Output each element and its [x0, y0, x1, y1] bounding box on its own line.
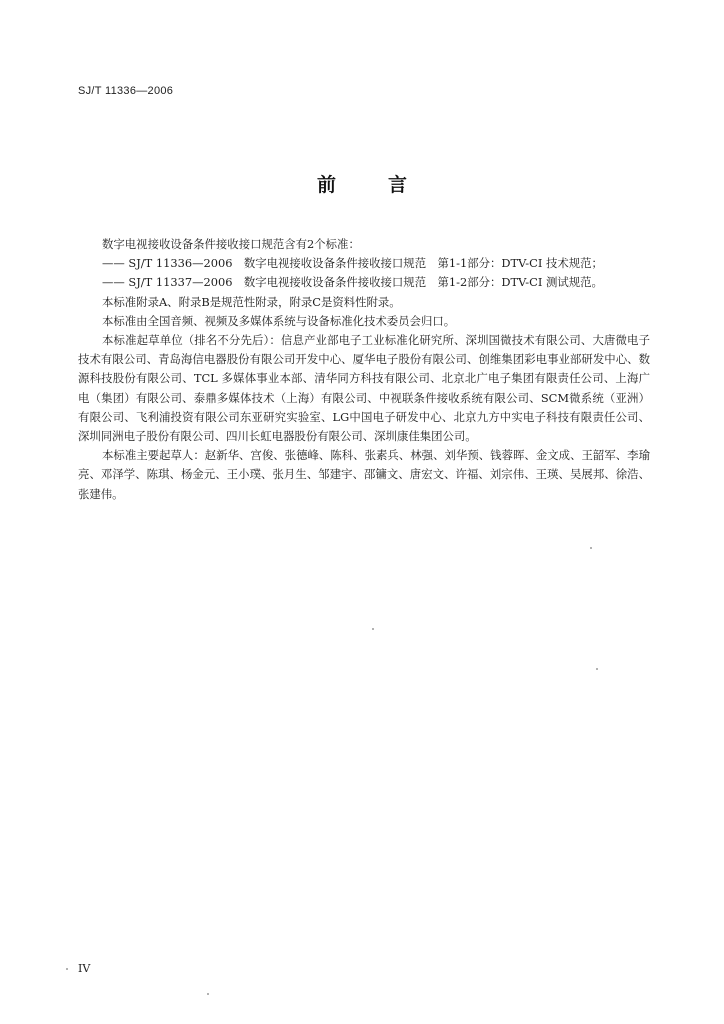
paragraph-committee: 本标准由全国音频、视频及多媒体系统与设备标准化技术委员会归口。	[102, 313, 456, 328]
scan-speck	[590, 547, 592, 549]
page-title: 前言	[316, 174, 459, 196]
page-number: IV	[78, 962, 91, 975]
scan-speck	[596, 668, 598, 670]
paragraph-appendix: 本标准附录A、附录B是规范性附录，附录C是资料性附录。	[102, 294, 401, 309]
scan-speck	[372, 628, 374, 630]
scan-speck	[66, 968, 68, 970]
paragraph-drafters: 本标准主要起草人：赵新华、宫俊、张德峰、陈科、张素兵、林强、刘华预、钱蓉晖、金文成、王韶军、李瑜亮、邓泽学、陈琪、杨金元、王小璞、张月生、邹建宇、邵镛文、唐宏文、许福、刘宗伟、王瑛、吴展邦、徐浩、张建伟。	[78, 448, 650, 501]
paragraph-standard-part-1-2: —— SJ/T 11337—2006 数字电视接收设备条件接收接口规范 第1-2部分：DTV-CI 测试规范。	[102, 275, 603, 290]
scan-speck	[207, 993, 209, 995]
paragraph-drafting-units: 本标准起草单位（排名不分先后）：信息产业部电子工业标准化研究所、深圳国微技术有限公司、大唐微电子技术有限公司、青岛海信电器股份有限公司开发中心、厦华电子股份有限公司、创维集团彩电事业部研发中心、数源科技股份有限公司、TCL 多媒体事业本部、清华同方科技有限公司、北京北广电子集团有限责任公司、上海广电（集团）有限公司、泰鼎多媒体技术（上海）有限公司、中视联条件接收系统有限公司、SCM微系统（亚洲）有限公司、飞利浦投资有限公司东亚研究实验室、LG中国电子研发中心、北京九方中实电子科技有限责任公司、深圳同洲电子股份有限公司、四川长虹电器股份有限公司、深圳康佳集团公司。	[78, 333, 650, 444]
paragraph-standard-part-1-1: —— SJ/T 11336—2006 数字电视接收设备条件接收接口规范 第1-1部分：DTV-CI 技术规范；	[102, 256, 603, 271]
standard-number: SJ/T 11336—2006	[78, 85, 174, 97]
foreword-body	[78, 235, 650, 504]
paragraph-intro: 数字电视接收设备条件接收接口规范含有2个标准：	[102, 237, 360, 251]
